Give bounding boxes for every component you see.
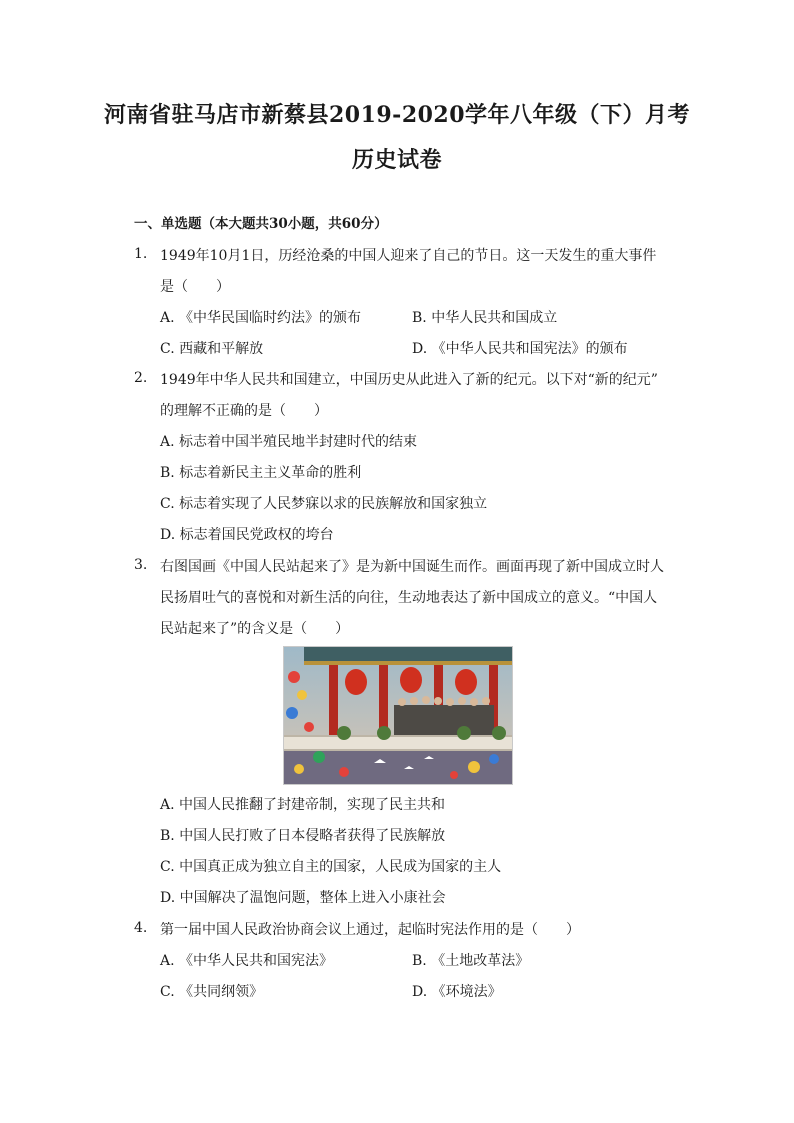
question-3-number: 3. bbox=[134, 557, 148, 573]
question-3-option-a[interactable]: A. 中国人民推翻了封建帝制，实现了民主共和 bbox=[160, 797, 446, 813]
question-3-option-c[interactable]: C. 中国真正成为独立自主的国家，人民成为国家的主人 bbox=[160, 859, 502, 875]
exam-title-line1: 河南省驻马店市新蔡县2019-2020学年八年级（下）月考 bbox=[103, 102, 691, 128]
question-2-number: 2. bbox=[134, 370, 148, 386]
question-3-stem-line1: 右图国画《中国人民站起来了》是为新中国诞生而作。画面再现了新中国成立时人 bbox=[160, 559, 664, 575]
question-3-stem-line2: 民扬眉吐气的喜悦和对新生活的向往，生动地表达了新中国成立的意义。“中国人 bbox=[160, 590, 658, 606]
question-4-option-a[interactable]: A. 《中华人民共和国宪法》 bbox=[160, 953, 334, 969]
question-2-option-c[interactable]: C. 标志着实现了人民梦寐以求的民族解放和国家独立 bbox=[160, 496, 488, 512]
exam-title-line2: 历史试卷 bbox=[351, 147, 442, 173]
question-3-option-b[interactable]: B. 中国人民打败了日本侵略者获得了民族解放 bbox=[160, 828, 446, 844]
question-1-stem-line2: 是（ ） bbox=[160, 279, 230, 295]
question-4-number: 4. bbox=[134, 920, 148, 936]
question-1-option-b[interactable]: B. 中华人民共和国成立 bbox=[412, 310, 558, 326]
question-1-option-a[interactable]: A. 《中华民国临时约法》的颁布 bbox=[160, 310, 362, 326]
section-heading: 一、单选题（本大题共30小题，共60分） bbox=[134, 216, 388, 232]
question-1-stem-line1: 1949年10月1日，历经沧桑的中国人迎来了自己的节日。这一天发生的重大事件 bbox=[160, 248, 657, 264]
question-2-option-b[interactable]: B. 标志着新民主主义革命的胜利 bbox=[160, 465, 362, 481]
question-2-option-d[interactable]: D. 标志着国民党政权的垮台 bbox=[160, 527, 334, 543]
question-1-number: 1. bbox=[134, 246, 148, 262]
painting-illustration bbox=[284, 647, 512, 784]
question-4-option-d[interactable]: D. 《环境法》 bbox=[412, 984, 502, 1000]
question-2-option-a[interactable]: A. 标志着中国半殖民地半封建时代的结束 bbox=[160, 434, 418, 450]
question-1-option-d[interactable]: D. 《中华人民共和国宪法》的颁布 bbox=[412, 341, 628, 357]
question-3-stem-line3: 民站起来了”的含义是（ ） bbox=[160, 621, 350, 637]
question-4-stem-line1: 第一届中国人民政治协商会议上通过，起临时宪法作用的是（ ） bbox=[160, 922, 580, 938]
question-3-option-d[interactable]: D. 中国解决了温饱问题，整体上进入小康社会 bbox=[160, 890, 446, 906]
question-4-option-b[interactable]: B. 《土地改革法》 bbox=[412, 953, 530, 969]
question-4-option-c[interactable]: C. 《共同纲领》 bbox=[160, 984, 264, 1000]
question-2-stem-line2: 的理解不正确的是（ ） bbox=[160, 403, 328, 419]
painting-figure bbox=[283, 646, 513, 785]
question-1-option-c[interactable]: C. 西藏和平解放 bbox=[160, 341, 264, 357]
question-2-stem-line1: 1949年中华人民共和国建立，中国历史从此进入了新的纪元。以下对“新的纪元” bbox=[160, 372, 658, 388]
